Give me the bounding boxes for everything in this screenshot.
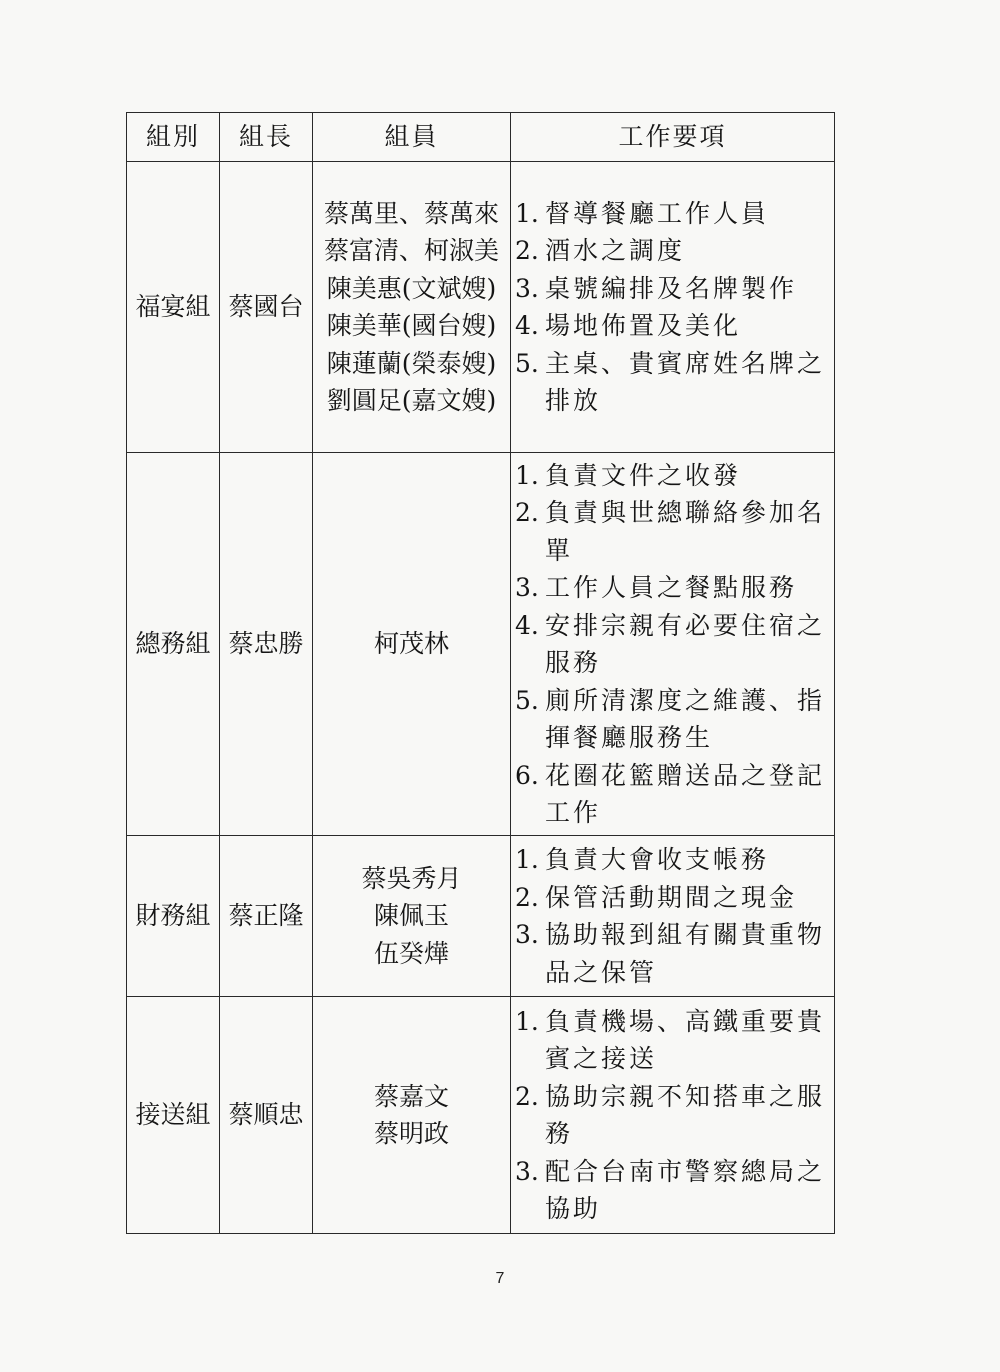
task-item: [511, 1003, 834, 1078]
task-text: 酒水之調度: [545, 236, 686, 265]
member-item: 蔡嘉文: [373, 1081, 449, 1111]
tasks-list: [511, 457, 834, 832]
member-item: 蔡富清、柯淑美: [323, 236, 499, 265]
tasks-cell: [511, 162, 835, 453]
leader-cell: 蔡忠勝: [220, 453, 313, 836]
task-item: [511, 307, 834, 345]
group-cell: 總務組: [127, 453, 220, 836]
member-item: 柯茂林: [373, 629, 449, 659]
task-item: [511, 457, 834, 495]
table-header-row: [127, 113, 835, 162]
member-item: 陳蓮蘭(榮泰嫂): [326, 348, 497, 378]
table-row: [127, 162, 835, 453]
task-number: 1.: [515, 1006, 539, 1036]
task-text: 安排宗親有必要住宿之服務: [545, 610, 826, 677]
member-item: 蔡明政: [373, 1119, 449, 1148]
table-row: [127, 453, 835, 836]
task-number: 2.: [515, 498, 539, 527]
task-text: 工作人員之餐點服務: [545, 573, 798, 602]
tasks-list: [511, 1003, 834, 1228]
group-cell: 財務組: [127, 836, 220, 997]
task-text: 協助宗親不知搭車之服務: [545, 1081, 826, 1148]
task-number: 3.: [515, 920, 539, 949]
task-number: 1.: [515, 198, 539, 228]
task-text: 負責文件之收發: [545, 460, 742, 490]
tasks-cell: [511, 997, 835, 1234]
task-item: [511, 879, 834, 917]
tasks-cell: [511, 453, 835, 836]
task-number: 1.: [515, 460, 539, 490]
member-item: 陳美惠(文斌嫂): [326, 273, 497, 303]
page-number: 7: [495, 1270, 505, 1287]
member-item: 蔡吳秀月: [361, 863, 462, 893]
tasks-cell: [511, 836, 835, 997]
task-text: 花圈花籃贈送品之登記工作: [545, 760, 826, 827]
header-leader: 組長: [220, 113, 313, 162]
task-text: 督導餐廳工作人員: [545, 198, 770, 228]
task-text: 主桌、貴賓席姓名牌之排放: [545, 348, 826, 415]
task-item: [511, 757, 834, 832]
member-item: 陳美華(國台嫂): [326, 311, 497, 340]
task-item: [511, 1078, 834, 1153]
task-item: [511, 345, 834, 420]
task-text: 負責大會收支帳務: [545, 845, 770, 874]
header-members: 組員: [313, 113, 511, 162]
task-text: 配合台南市警察總局之協助: [545, 1156, 826, 1223]
member-item: 伍癸燁: [373, 938, 449, 968]
duty-assignment-table: [126, 112, 835, 1234]
task-text: 負責機場、高鐵重要貴賓之接送: [545, 1006, 826, 1073]
task-text: 場地佈置及美化: [545, 311, 742, 340]
task-item: [511, 270, 834, 308]
member-item: 蔡萬里、蔡萬來: [323, 198, 499, 228]
members-cell: [313, 453, 511, 836]
members-cell: [313, 836, 511, 997]
tasks-list: [511, 841, 834, 991]
task-number: 5.: [515, 685, 539, 715]
task-number: 2.: [515, 882, 539, 912]
members-list: [313, 860, 510, 973]
task-number: 3.: [515, 573, 539, 602]
leader-cell: 蔡國台: [220, 162, 313, 453]
task-item: [511, 916, 834, 991]
members-list: [313, 195, 510, 420]
task-item: [511, 1153, 834, 1228]
task-number: 3.: [515, 1156, 539, 1186]
task-item: [511, 841, 834, 879]
task-text: 協助報到組有關貴重物品之保管: [545, 920, 826, 987]
leader-cell: 蔡順忠: [220, 997, 313, 1234]
members-cell: [313, 162, 511, 453]
leader-cell: 蔡正隆: [220, 836, 313, 997]
task-number: 1.: [515, 845, 539, 874]
task-number: 6.: [515, 760, 539, 790]
members-cell: [313, 997, 511, 1234]
task-number: 4.: [515, 311, 539, 340]
table-row: [127, 997, 835, 1234]
header-group: 組別: [127, 113, 220, 162]
task-item: [511, 682, 834, 757]
task-number: 4.: [515, 610, 539, 640]
group-cell: 接送組: [127, 997, 220, 1234]
table-row: [127, 836, 835, 997]
task-text: 保管活動期間之現金: [545, 882, 798, 912]
members-list: [313, 1078, 510, 1153]
task-number: 2.: [515, 1081, 539, 1111]
task-number: 2.: [515, 236, 539, 265]
member-item: 陳佩玉: [373, 901, 449, 931]
task-number: 3.: [515, 273, 539, 303]
members-list: [313, 625, 510, 663]
task-item: [511, 494, 834, 569]
task-item: [511, 232, 834, 270]
member-item: 劉圓足(嘉文嫂): [326, 386, 497, 415]
task-item: [511, 195, 834, 233]
task-item: [511, 607, 834, 682]
task-item: [511, 569, 834, 607]
task-number: 5.: [515, 348, 539, 378]
task-text: 桌號編排及名牌製作: [545, 273, 798, 303]
header-tasks: 工作要項: [511, 113, 835, 162]
task-text: 負責與世總聯絡參加名單: [545, 498, 826, 565]
task-text: 廁所清潔度之維護、指揮餐廳服務生: [545, 685, 826, 752]
tasks-list: [511, 195, 834, 420]
group-cell: 福宴組: [127, 162, 220, 453]
